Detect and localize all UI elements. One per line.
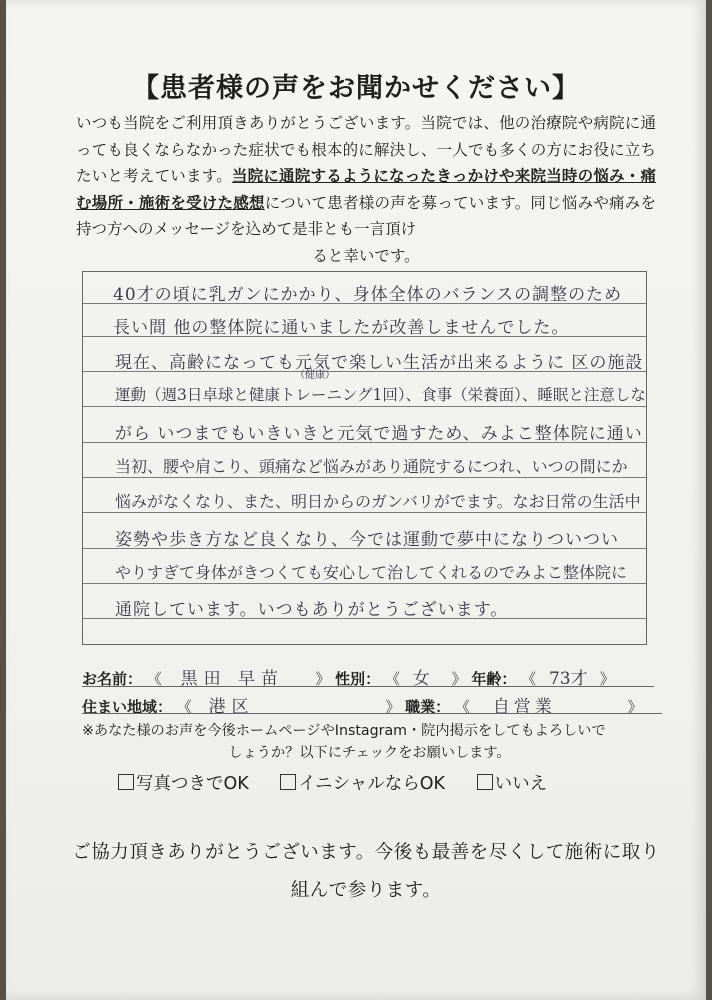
intro-paragraph — [76, 110, 656, 269]
handwritten-line: 当初、腰や肩こり、頭痛など悩みがあり通院するにつれ、いつの間にか — [115, 457, 628, 476]
age-value: 73才 — [548, 669, 588, 689]
option-initial-ok-label: イニシャルならOK — [298, 774, 446, 794]
job-bracket-close: 》 — [627, 698, 643, 716]
consent-note-line-1: ※あなた様のお声を今後ホームページやInstagram・院内掲示をしてもよろしいで — [82, 723, 606, 739]
survey-sheet — [6, 0, 706, 1000]
option-no-label: いいえ — [494, 774, 548, 794]
handwritten-line: やりすぎて身体がきつくても安心して治してくれるのでみよこ整体院に — [115, 563, 628, 582]
gender-bracket-close: 》 — [451, 670, 467, 688]
age-label: 年齢： — [471, 670, 517, 688]
handwritten-line: がら いつまでもいきいきと元気で過すため、みよこ整体院に通い — [115, 424, 643, 444]
checkbox-initial-ok[interactable] — [280, 774, 296, 790]
intro-highlight: 当院に通院するようになったきっかけや来院当時の悩み・痛む場所・施術を受けた感想 — [76, 167, 656, 212]
ruled-line — [83, 512, 646, 513]
job-bracket-open: 《 — [454, 698, 470, 716]
intro-text-1: いつも当院をご利用頂きありがとうございます。当院では、他の治療院や病院に通っても良くならなかった症状でも根本的に解決し、一人でも多くの方にお役に立ちたいと考えています。 — [76, 114, 656, 185]
ruled-line — [83, 477, 646, 478]
option-photo-ok-label: 写真つきでOK — [136, 774, 249, 794]
form-title: 【患者様の声をお聞かせください】 — [132, 73, 580, 104]
handwritten-line: 40才の頃に乳ガンにかかり、身体全体のバランスの調整のため — [113, 285, 623, 305]
option-initial-ok[interactable] — [280, 774, 445, 794]
handwritten-line: 長い間 他の整体院に通いましたが改善しませんでした。 — [113, 318, 570, 338]
consent-note-line-2: しょうか？以下にチェックをお願いします。 — [228, 745, 511, 761]
job-label: 職業： — [405, 698, 451, 716]
area-bracket-open: 《 — [176, 698, 192, 716]
job-value: 自営業 — [492, 697, 556, 717]
ruled-line — [83, 583, 646, 584]
handwritten-line: 悩みがなくなり、また、明日からのガンバリがでます。なお日常の生活中 — [115, 492, 641, 511]
age-bracket-open: 《 — [521, 670, 537, 688]
name-bracket-close: 》 — [315, 670, 331, 688]
area-label: 住まい地域： — [82, 698, 173, 716]
option-no[interactable] — [477, 774, 548, 794]
handwritten-line: 姿勢や歩き方など良くなり、今では運動で夢中になりついつい — [115, 530, 619, 550]
profile-row-1-underline — [82, 686, 654, 687]
checkbox-photo-ok[interactable] — [118, 774, 134, 790]
profile-row-2-underline — [82, 713, 662, 714]
name-bracket-open: 《 — [146, 670, 162, 688]
gender-value: 女 — [412, 669, 430, 689]
consent-note — [82, 720, 657, 764]
area-bracket-close: 》 — [385, 698, 401, 716]
intro-text-3: ると幸いです。 — [312, 246, 420, 265]
handwritten-response-box — [82, 271, 647, 645]
option-photo-ok[interactable] — [118, 774, 249, 794]
ruled-line — [83, 406, 646, 407]
handwritten-annotation: （健康） — [295, 370, 335, 381]
consent-options — [118, 770, 638, 795]
handwritten-line: 通院しています。いつもありがとうございます。 — [115, 600, 509, 620]
closing-message: ご協力頂きありがとうございます。今後も最善を尽くして施術に取り組んで参ります。 — [72, 842, 660, 901]
gender-label: 性別： — [335, 670, 381, 688]
intro-text-2: について患者様の声を募っています。同じ悩みや痛みを持つ方へのメッセージを込めて是非とも一言頂け — [76, 193, 656, 238]
name-value: 黒田 早苗 — [180, 669, 284, 689]
checkbox-no[interactable] — [477, 774, 493, 790]
handwritten-line: 運動（週3日卓球と健康トレーニング1回）、食事（栄養面）、睡眠と注意しな — [115, 386, 646, 404]
age-bracket-close: 》 — [599, 670, 615, 688]
handwritten-line: 現在、高齢になっても元気で楽しい生活が出来るように 区の施設 — [115, 353, 644, 373]
gender-bracket-open: 《 — [384, 670, 400, 688]
name-label: お名前： — [82, 670, 143, 688]
area-value: 港区 — [208, 697, 255, 717]
